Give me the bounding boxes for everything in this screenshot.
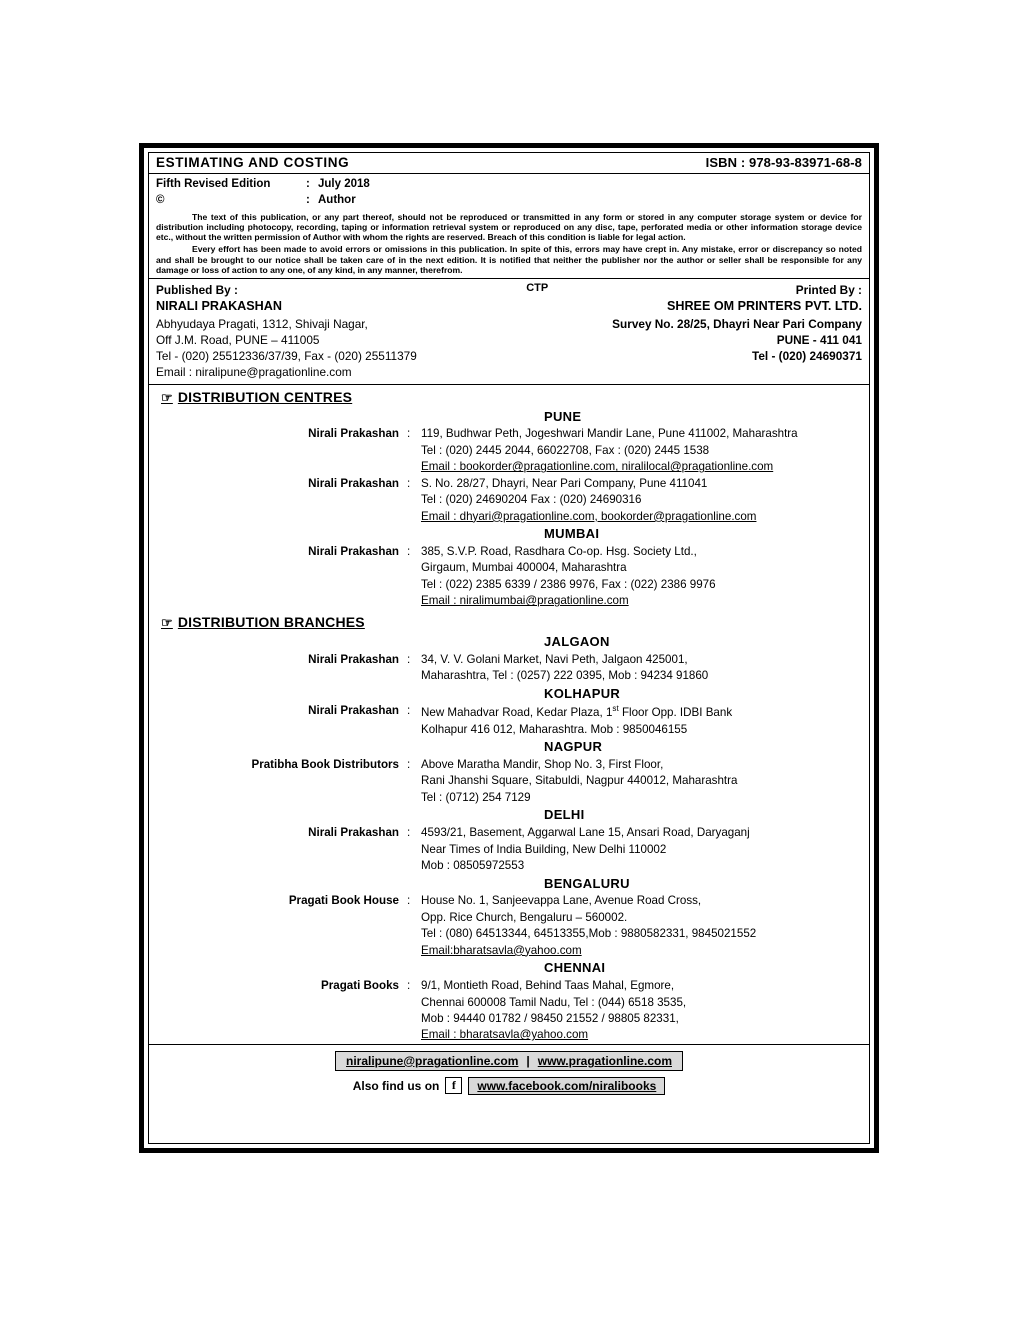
distributor-name: Nirali Prakashan (308, 652, 399, 666)
distributor-address (421, 978, 869, 1044)
distributor-address (421, 703, 869, 738)
address-line: Kolhapur 416 012, Maharashtra. Mob : 9850046155 (421, 722, 688, 736)
address-line: S. No. 28/27, Dhayri, Near Pari Company, Pune 411041 (421, 476, 708, 490)
copyright-holder: Author (318, 193, 356, 206)
distribution-centres-heading (149, 385, 869, 408)
distributor-address (421, 476, 869, 525)
copyright-row (156, 193, 862, 209)
address-line: Email:bharatsavla@yahoo.com (421, 943, 582, 957)
address-line: Tel : (022) 2385 6339 / 2386 9976, Fax : (022) 2386 9976 (421, 577, 716, 591)
publisher-name: NIRALI PRAKASHAN (156, 299, 282, 314)
footer-facebook-row (149, 1077, 869, 1095)
city-group (149, 408, 869, 526)
distributor-entry (149, 476, 869, 525)
distributor-name: Pragati Book House (288, 894, 399, 908)
address-line: Above Maratha Mandir, Shop No. 3, First Floor, (421, 758, 664, 771)
entry-colon: : (407, 704, 411, 718)
address-line: 385, S.V.P. Road, Rasdhara Co-op. Hsg. Society Ltd., (421, 544, 697, 558)
city-group (149, 959, 869, 1044)
distribution-branches-heading-text: DISTRIBUTION BRANCHES (177, 613, 365, 630)
address-line: Tel : (0712) 254 7129 (421, 790, 531, 804)
address-line: Tel : (020) 2445 2044, 66022708, Fax : (020) 2445 1538 (421, 443, 710, 457)
distributor-address (421, 544, 869, 610)
city-name: PUNE (544, 408, 582, 424)
address-line: 4593/21, Basement, Aggarwal Lane 15, Ansari Road, Daryaganj (421, 826, 750, 840)
distributor-entry (149, 978, 869, 1044)
isbn-text: ISBN : 978-93-83971-68-8 (705, 155, 862, 170)
edition-row (156, 177, 862, 193)
address-line: Chennai 600008 Tamil Nadu, Tel : (044) 6518 3535, (421, 995, 687, 1009)
facebook-icon: f (445, 1077, 462, 1094)
legal-paragraph-2: Every effort has been made to avoid errors or omissions in this publication. In spite of this, errors may have crept in. Any mistake, error or discrepancy so noted and shall be brought to our notice shall be taken care of in the next edition. It is notified that neither the publisher nor the author or seller shall be responsible for any damage or loss of action to any one, of any kind, in any manner, therefrom. (156, 244, 862, 275)
address-line: House No. 1, Sanjeevappa Lane, Avenue Road Cross, (421, 894, 702, 908)
edition-value: July 2018 (318, 178, 370, 190)
edition-label: Fifth Revised Edition (156, 178, 271, 190)
legal-paragraph-1: The text of this publication, or any part thereof, should not be reproduced or transmitted in any form or stored in any computer storage system or device for distribution including photocopy, recording, taping or information retrieval system or reproduced on any disc, tape, perforated media or other information storage device etc., without the written permission of Author with whom the rights are reserved. Breach of this condition is liable for legal action. (156, 212, 862, 243)
address-line: 9/1, Montieth Road, Behind Taas Mahal, Egmore, (421, 979, 675, 993)
address-line: Email : niralimumbai@pragationline.com (421, 594, 629, 608)
printer-address-line-2: PUNE - 411 041 (776, 332, 862, 347)
ctp-label: CTP (526, 281, 549, 294)
entry-colon: : (407, 758, 411, 771)
address-line: Email : bharatsavla@yahoo.com (421, 1028, 589, 1042)
address-line: Mob : 94440 01782 / 98450 21552 / 98805 82331, (421, 1011, 679, 1025)
entry-colon: : (407, 544, 411, 558)
distribution-branches-list (149, 633, 869, 1044)
city-group (149, 525, 869, 610)
printer-name: SHREE OM PRINTERS PVT. LTD. (666, 299, 862, 314)
address-line: Mob : 08505972553 (421, 859, 525, 873)
distributor-address (421, 652, 869, 685)
address-line: Rani Jhanshi Square, Sitabuldi, Nagpur 440012, Maharashtra (421, 774, 738, 788)
printer-phone: Tel - (020) 24690371 (752, 349, 862, 364)
address-line: Tel : (080) 64513344, 64513355,Mob : 9880582331, 9845021552 (421, 927, 757, 941)
book-title: ESTIMATING AND COSTING (156, 155, 350, 170)
distributor-name: Nirali Prakashan (308, 476, 399, 490)
address-line: Email : dhyari@pragationline.com, bookorder@pragationline.com (421, 509, 757, 523)
page-footer (149, 1044, 869, 1101)
distributor-address (421, 426, 869, 475)
copyright-colon: : (306, 193, 310, 206)
distributor-entry (149, 757, 869, 806)
distributor-entry (149, 893, 869, 959)
distribution-centres-list (149, 408, 869, 610)
distributor-name: Nirali Prakashan (308, 826, 399, 840)
printer-column (594, 282, 862, 381)
publisher-printer-block (149, 278, 869, 385)
distributor-name: Pratibha Book Distributors (251, 758, 399, 771)
published-by-label: Published By : (156, 282, 238, 297)
address-line: 34, V. V. Golani Market, Navi Peth, Jalgaon 425001, (421, 652, 688, 666)
city-group (149, 875, 869, 960)
address-line: Girgaum, Mumbai 400004, Maharashtra (421, 561, 627, 575)
entry-colon: : (407, 427, 411, 441)
distribution-branches-heading (149, 610, 869, 633)
city-group (149, 633, 869, 685)
entry-colon: : (407, 979, 411, 993)
city-group (149, 685, 869, 739)
address-line: Tel : (020) 24690204 Fax : (020) 24690316 (421, 493, 642, 507)
edition-meta (149, 174, 869, 210)
distributor-name: Pragati Books (321, 979, 399, 993)
distributor-address (421, 825, 869, 874)
edition-colon: : (306, 178, 310, 190)
city-name: NAGPUR (544, 739, 603, 755)
address-line: Maharashtra, Tel : (0257) 222 0395, Mob : 94234 91860 (421, 669, 709, 683)
address-line: 119, Budhwar Peth, Jogeshwari Mandir Lane, Pune 411002, Maharashtra (421, 427, 798, 441)
entry-colon: : (407, 652, 411, 666)
copyright-page-frame (139, 143, 879, 1153)
city-group (149, 738, 869, 806)
distributor-name: Nirali Prakashan (308, 544, 399, 558)
legal-notice (149, 210, 869, 278)
footer-email-link[interactable]: niralipune@pragationline.com (346, 1053, 519, 1068)
distributor-address (421, 757, 869, 806)
distributor-name: Nirali Prakashan (308, 704, 399, 718)
city-name: JALGAON (544, 633, 610, 649)
distributor-entry (149, 825, 869, 874)
facebook-url-link[interactable]: www.facebook.com/niralibooks (468, 1077, 665, 1095)
printer-address-line-1: Survey No. 28/25, Dhayri Near Pari Company (612, 316, 862, 331)
publisher-phone: Tel - (020) 25512336/37/39, Fax - (020) 25511379 (156, 349, 417, 364)
address-line: Email : bookorder@pragationline.com, niralilocal@pragationline.com (421, 460, 774, 474)
footer-website-link[interactable]: www.pragationline.com (537, 1053, 672, 1068)
pointing-hand-icon: ☞ (161, 614, 173, 630)
entry-colon: : (407, 476, 411, 490)
publisher-address-line-1: Abhyudaya Pragati, 1312, Shivaji Nagar, (156, 316, 368, 331)
pointing-hand-icon: ☞ (161, 389, 173, 405)
distributor-address (421, 893, 869, 959)
printed-by-label: Printed By : (795, 282, 862, 297)
also-find-us-label: Also find us on (352, 1078, 440, 1093)
publisher-address-line-2: Off J.M. Road, PUNE – 411005 (156, 332, 320, 347)
city-group (149, 806, 869, 874)
copyright-symbol: © (156, 193, 165, 206)
entry-colon: : (407, 826, 411, 840)
address-line: Near Times of India Building, New Delhi 110002 (421, 842, 667, 856)
distributor-entry (149, 703, 869, 738)
distributor-name: Nirali Prakashan (308, 427, 399, 441)
address-line: Opp. Rice Church, Bengaluru – 560002. (421, 910, 628, 924)
city-name: DELHI (544, 807, 585, 823)
footer-divider: | (526, 1053, 530, 1068)
distribution-centres-heading-text: DISTRIBUTION CENTRES (177, 388, 353, 405)
city-name: BENGALURU (544, 875, 630, 891)
distributor-entry (149, 426, 869, 475)
page-inner-border (148, 152, 870, 1144)
publisher-column (156, 282, 481, 381)
city-name: MUMBAI (544, 526, 600, 542)
city-name: CHENNAI (544, 960, 606, 976)
distributor-entry (149, 652, 869, 685)
distributor-entry (149, 544, 869, 610)
footer-contact-bar[interactable] (335, 1051, 683, 1071)
entry-colon: : (407, 894, 411, 908)
city-name: KOLHAPUR (544, 685, 621, 701)
title-bar (149, 153, 869, 174)
address-line: New Mahadvar Road, Kedar Plaza, 1st Floor Opp. IDBI Bank (421, 704, 733, 720)
publisher-email: Email : niralipune@pragationline.com (156, 365, 352, 380)
